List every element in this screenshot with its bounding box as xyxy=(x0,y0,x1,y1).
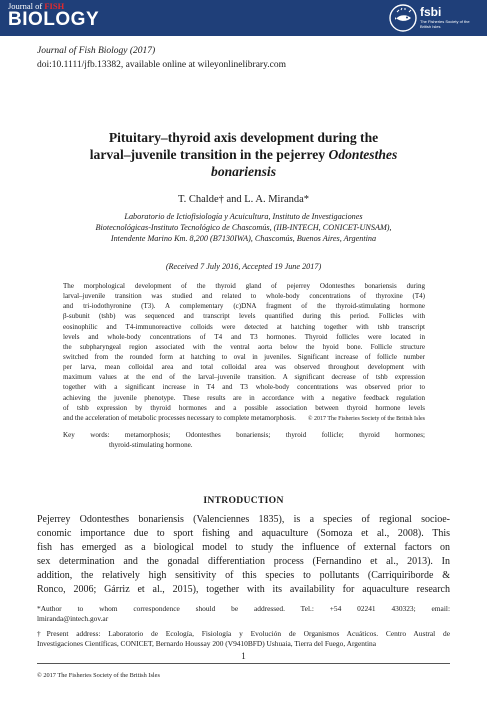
footnotes xyxy=(37,604,450,649)
abstract-line: and the acceleration of metabolic processes necessary to complete metamorphosis. xyxy=(63,413,296,422)
affiliation-line: Intendente Marino Km. 8,200 (B7130IWA), Chascomús, Buenos Aires, Argentina xyxy=(110,233,377,243)
page-footer: © 2017 The Fisheries Society of the British Isles xyxy=(37,672,160,679)
society-subtitle: The Fisheries Society of the British Isles xyxy=(420,19,470,29)
title-line xyxy=(40,146,447,163)
abstract-line: β-subunit (tshb) was sequenced and transcript levels quantified during this period. Follicles with xyxy=(63,312,425,321)
abstract-line: of tshb expression by thyroid hormones and a possible association between thyroid hormone levels xyxy=(63,403,425,412)
abstract-line: together with a significant increase in T4 and T3 whole-body concentrations was observed prior to xyxy=(63,383,425,392)
footnote-line: †Present address: Laboratorio de Ecología, Fisiología y Evolución de Organismos Acuáticos. Centro Austral de xyxy=(37,629,450,638)
abstract-line: levels and whole-body concentrations of T4 and T3 hormones. Thyroid follicles were located in xyxy=(63,332,425,341)
body-line: Ronco, 2006; Gárriz et al., 2015), together with its availability for aquaculture research xyxy=(37,584,450,595)
body-line: fish has emerged as a biological model to study the influence of external factors on xyxy=(37,542,450,553)
body-line: Pejerrey Odontesthes bonariensis (Valenciennes 1835), is a species of regional socioe- xyxy=(37,514,450,525)
journal-logo xyxy=(8,2,99,29)
abstract-line: eosinophilic and T4-immunoreactive colloids were detected at hatching together with tshb transcript xyxy=(63,322,425,331)
journal-header-bar xyxy=(0,0,487,36)
body-line: sex determination and the gonadal differentiation process (Fernandino et al., 2013). In xyxy=(37,556,450,567)
title-text: larval–juvenile transition in the pejerrey xyxy=(89,147,329,162)
article-title xyxy=(40,129,447,180)
footnote-line: *Author to whom correspondence should be addressed. Tel.: +54 02241 430323; email: xyxy=(37,604,450,613)
journal-citation: Journal of Fish Biology (2017) xyxy=(37,46,156,56)
abstract-line: maximum values at the end of the larval–juvenile transition. A significant decrease of tshb expression xyxy=(63,373,425,382)
title-species-genus: Odontesthes xyxy=(328,147,398,162)
introduction-text xyxy=(37,513,450,597)
logo-big-text: BIOLOGY xyxy=(8,8,100,30)
title-line: Pituitary–thyroid axis development during the xyxy=(108,130,379,145)
affiliation xyxy=(30,212,457,244)
logo-accent-text: FISH xyxy=(44,1,65,11)
footer-divider xyxy=(37,663,450,664)
author-list: T. Chalde† and L. A. Miranda* xyxy=(177,194,310,205)
society-name: fsbi xyxy=(420,5,442,19)
title-species-epithet: bonariensis xyxy=(211,164,276,179)
received-dates: (Received 7 July 2016, Accepted 19 June 2017) xyxy=(165,262,322,271)
keywords-line: Key words: metamorphosis; Odontesthes bonariensis; thyroid follicle; thyroid hormones; xyxy=(63,431,425,439)
page-number: 1 xyxy=(241,651,246,661)
body-line: conomic importance due to sport fishing and aquaculture (Somoza et al., 2008). This xyxy=(37,528,450,539)
abstract-line: and tri-iodothyronine (T3). A complementary (c)DNA fragment of the thyroid-stimulating hormone xyxy=(63,302,425,311)
society-emblem-icon xyxy=(389,4,417,32)
abstract-line: switched from the rounded form at hatching to oval in juveniles. Significant increase of follicle number xyxy=(63,352,425,361)
logo-small-text: Journal of xyxy=(8,1,43,11)
abstract-line: per larva, mean colloidal area and total colloidal area was observed throughout development with xyxy=(63,363,425,372)
keywords-line: thyroid-stimulating hormone. xyxy=(109,441,193,449)
abstract xyxy=(63,281,425,423)
abstract-line: achieving the juvenile phenotype. These results are in accordance with a negative feedback regulation xyxy=(63,393,425,402)
abstract-line: the subpharyngeal region associated with the ventral aorta below the hyoid bone. Follicle structure xyxy=(63,342,425,351)
footnote-line: Investigaciones Científicas, CONICET, Bernardo Houssay 200 (V9410BFD) Ushuaia, Tierra del Fuego, Argentina xyxy=(37,639,377,648)
abstract-copyright: © 2017 The Fisheries Society of the British Isles xyxy=(307,416,425,422)
body-line: addition, the relatively high sensitivity of this species to pollutants (Carriquiriborde & xyxy=(37,570,450,581)
keywords xyxy=(63,430,425,450)
section-heading: INTRODUCTION xyxy=(203,495,284,506)
abstract-line: The morphological development of the thyroid gland of pejerrey Odontesthes bonariensis during xyxy=(63,282,425,290)
doi-line: doi:10.1111/jfb.13382, available online at wileyonlinelibrary.com xyxy=(37,60,286,70)
abstract-line: larval–juvenile transition was studied and related to whole-body concentrations of thyroxine (T4) xyxy=(63,292,425,301)
affiliation-line: Laboratorio de Ictiofisiología y Acuicultura, Instituto de Investigaciones xyxy=(124,212,363,221)
affiliation-line: Biotecnológicas-Instituto Tecnológico de Chascomús, (IIB-INTECH, CONICET-UNSAM), xyxy=(95,222,392,232)
footnote-email: lmiranda@intech.gov.ar xyxy=(37,614,109,623)
society-logo xyxy=(389,3,481,33)
